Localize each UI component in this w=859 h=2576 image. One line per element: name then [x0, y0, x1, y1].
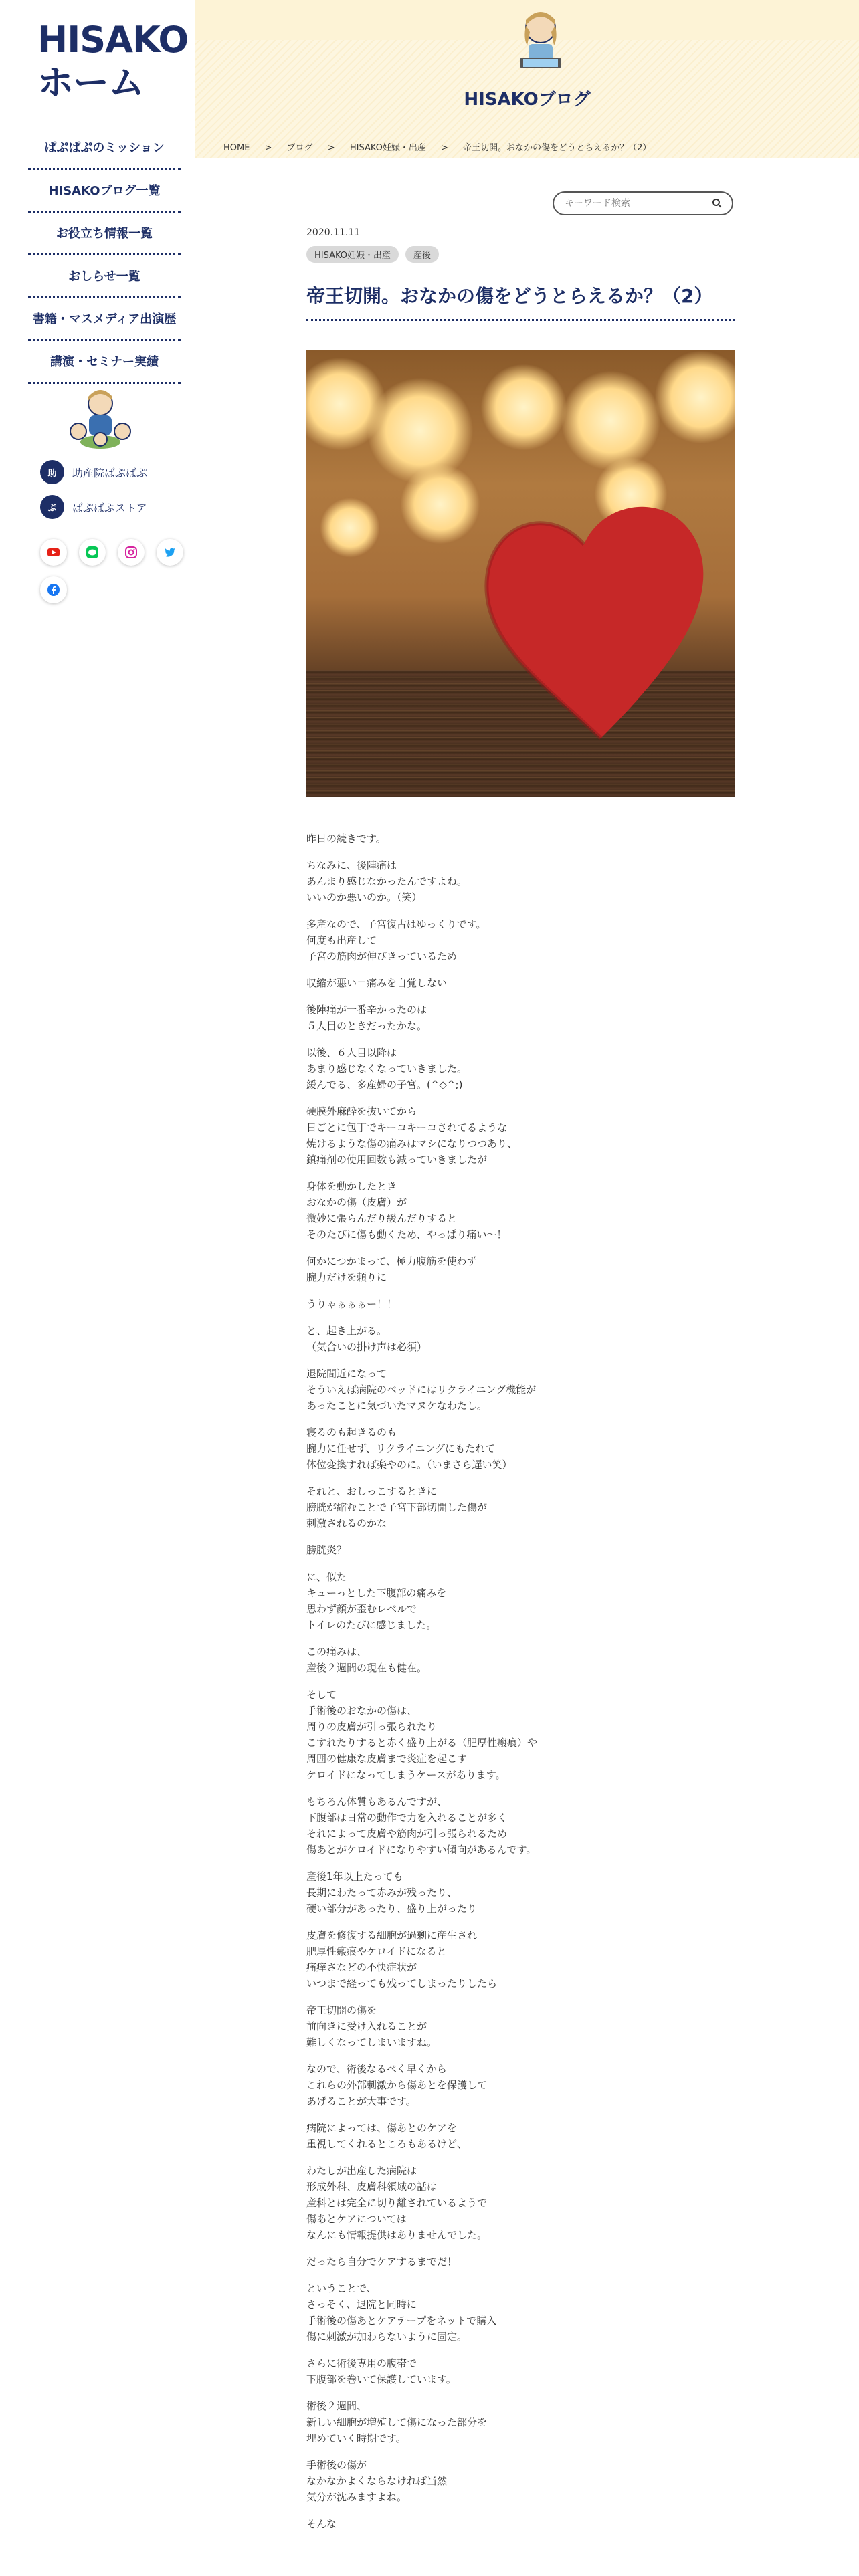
tag-pregnancy-birth[interactable]: HISAKO妊娠・出産 — [306, 246, 399, 263]
family-mascot-illustration — [64, 385, 137, 451]
post-paragraph: 以後、６人目以降は あまり感じなくなっていきました。 緩んでる、多産婦の子宮。(^◇^;) — [306, 1047, 468, 1091]
search-icon[interactable] — [712, 198, 723, 209]
logo-line-2: ホーム — [37, 62, 144, 104]
post-paragraph: そして 手術後のおなかの傷は、 周りの皮膚が引っ張られたり こすれたりすると赤く盛り上がる（肥厚性瘢痕）や 周囲の健康な皮膚まで炎症を起こす ケロイドになってしまうケースがあります。 — [306, 1689, 538, 1781]
store-icon: ぷ — [40, 495, 64, 519]
link-store-label: ばぷばぷストア — [72, 501, 147, 514]
search-box — [553, 191, 733, 215]
youtube-icon[interactable] — [40, 539, 67, 566]
twitter-icon[interactable] — [157, 539, 183, 566]
breadcrumb — [223, 140, 663, 153]
breadcrumb-blog[interactable]: ブログ — [286, 143, 313, 153]
breadcrumb-separator: > — [327, 143, 335, 153]
post-tags — [306, 246, 735, 263]
post-paragraph: 後陣痛が一番辛かったのは ５人目のときだったかな。 — [306, 1004, 427, 1032]
sidebar — [0, 0, 195, 2576]
post-paragraph: に、似た キューっとした下腹部の痛みを 思わず顔が歪むレベルで トイレのたびに感じました。 — [306, 1571, 447, 1631]
post-paragraph: この痛みは、 産後２週間の現在も健在。 — [306, 1646, 427, 1674]
link-store[interactable] — [40, 495, 147, 519]
line-icon[interactable] — [79, 539, 106, 566]
breadcrumb-separator: > — [264, 143, 272, 153]
post-paragraph: それと、おしっこするときに 膀胱が縮むことで子宮下部切開した傷が 刺激されるのかな — [306, 1485, 488, 1529]
page-title: HISAKOブログ — [464, 90, 591, 110]
tag-postpartum[interactable]: 産後 — [405, 246, 439, 263]
post-paragraph: 昨日の続きです。 — [306, 833, 386, 845]
sidebar-nav — [28, 127, 181, 384]
post-paragraph: 膀胱炎？ — [306, 1544, 347, 1556]
post-paragraph: 産後1年以上たっても 長期にわたって赤みが残ったり、 硬い部分があったり、盛り上がったり — [306, 1870, 477, 1915]
hero-image-heart — [306, 350, 735, 797]
logo-line-1: HISAKO — [37, 19, 189, 61]
blog-article — [306, 227, 735, 2543]
post-paragraph: 寝るのも起きるのも 腕力に任せず、リクライニングにもたれて 体位変換すれば楽やのに。（いまさら遅い笑） — [306, 1426, 512, 1471]
nav-item-news[interactable]: おしらせ一覧 — [28, 255, 181, 298]
post-paragraph: 何かにつかまって、極力腹筋を使わず 腕力だけを頼りに — [306, 1255, 477, 1283]
post-paragraph: 帝王切開の傷を 前向きに受け入れることが 難しくなってしまいますね。 — [306, 2004, 438, 2048]
link-birth-center[interactable] — [40, 460, 147, 484]
post-paragraph: 退院間近になって そういえば病院のベッドにはリクライニング機能が あったことに気づいたマヌケなわたし。 — [306, 1368, 537, 1412]
post-paragraph: ちなみに、後陣痛は あんまり感じなかったんですよね。 いいのか悪いのか。（笑） — [306, 859, 468, 903]
blogger-illustration — [507, 5, 574, 72]
post-paragraph: 手術後の傷が なかなかよくならなければ当然 気分が沈みますよね。 — [306, 2459, 448, 2503]
breadcrumb-home[interactable]: HOME — [223, 143, 250, 153]
post-paragraph: もちろん体質もあるんですが、 下腹部は日常の動作で力を入れることが多く それによって皮膚や筋肉が引っ張られるため 傷あとがケロイドになりやすい傾向があるんです。 — [306, 1796, 537, 1856]
nav-item-seminars[interactable]: 講演・セミナー実績 — [28, 341, 181, 384]
post-paragraph: と、起き上がる。 （気合いの掛け声は必須） — [306, 1325, 427, 1353]
post-paragraph: 皮膚を修復する細胞が過剰に産生され 肥厚性瘢痕やケロイドになると 痛痒さなどの不快症状が いつまで経っても残ってしまったりしたら — [306, 1929, 498, 1990]
instagram-icon[interactable] — [118, 539, 145, 566]
breadcrumb-category[interactable]: HISAKO妊娠・出産 — [349, 143, 426, 153]
search-input[interactable] — [563, 197, 712, 209]
post-paragraph: そんな — [306, 2518, 337, 2530]
nav-item-useful-info[interactable]: お役立ち情報一覧 — [28, 213, 181, 255]
breadcrumb-current: 帝王切開。おなかの傷をどうとらえるか？（2） — [463, 143, 652, 153]
nav-item-blog-list[interactable]: HISAKOブログ一覧 — [28, 170, 181, 213]
post-body — [306, 831, 735, 2532]
page-header — [195, 0, 859, 158]
post-paragraph: 収縮が悪い＝痛みを自覚しない — [306, 977, 448, 989]
post-paragraph: ということで、 さっそく、退院と同時に 手術後の傷あとケアテープをネットで購入 傷に刺激が加わらないように固定。 — [306, 2282, 497, 2343]
post-paragraph: 身体を動かしたとき おなかの傷（皮膚）が 微妙に張らんだり緩んだりすると そのたびに傷も動くため、やっぱり痛い〜！ — [306, 1180, 507, 1241]
birth-center-icon: 助 — [40, 460, 64, 484]
nav-item-media[interactable]: 書籍・マスメディア出演歴 — [28, 298, 181, 341]
post-paragraph: 術後２週間、 新しい細胞が増殖して傷になった部分を 埋めていく時期です。 — [306, 2400, 488, 2444]
nav-item-mission[interactable]: ぱぷぱぷのミッション — [28, 127, 181, 170]
post-paragraph: だったら自分でケアするまでだ！ — [306, 2256, 458, 2268]
post-paragraph: わたしが出産した病院は 形成外科、皮膚科領域の話は 産科とは完全に切り離されているようで 傷あとケアについては なんにも情報提供はありませんでした。 — [306, 2165, 488, 2241]
post-paragraph: うりゃぁぁぁー！！ — [306, 1298, 397, 1310]
red-heart — [467, 471, 721, 752]
post-paragraph: さらに術後専用の腹帯で 下腹部を巻いて保護しています。 — [306, 2357, 456, 2385]
post-date: 2020.11.11 — [306, 227, 361, 238]
post-paragraph: なので、術後なるべく早くから これらの外部刺激から傷あとを保護して あげることが大事です。 — [306, 2063, 488, 2107]
post-paragraph: 多産なので、子宮復古はゆっくりです。 何度も出産して 子宮の筋肉が伸びきっているため — [306, 918, 486, 962]
social-links — [40, 539, 187, 603]
post-title: 帝王切開。おなかの傷をどうとらえるか？（2） — [306, 283, 735, 321]
site-logo[interactable] — [37, 19, 189, 104]
facebook-icon[interactable] — [40, 576, 67, 603]
breadcrumb-separator: > — [441, 143, 448, 153]
post-paragraph: 硬膜外麻酔を抜いてから 日ごとに包丁でキーコキーコされてるような 焼けるような傷の痛みはマシになりつつあり、 鎮痛剤の使用回数も減っていきましたが — [306, 1105, 518, 1166]
post-paragraph: 病院によっては、傷あとのケアを 重視してくれるところもあるけど、 — [306, 2122, 468, 2150]
link-birth-center-label: 助産院ばぷばぷ — [72, 466, 148, 479]
